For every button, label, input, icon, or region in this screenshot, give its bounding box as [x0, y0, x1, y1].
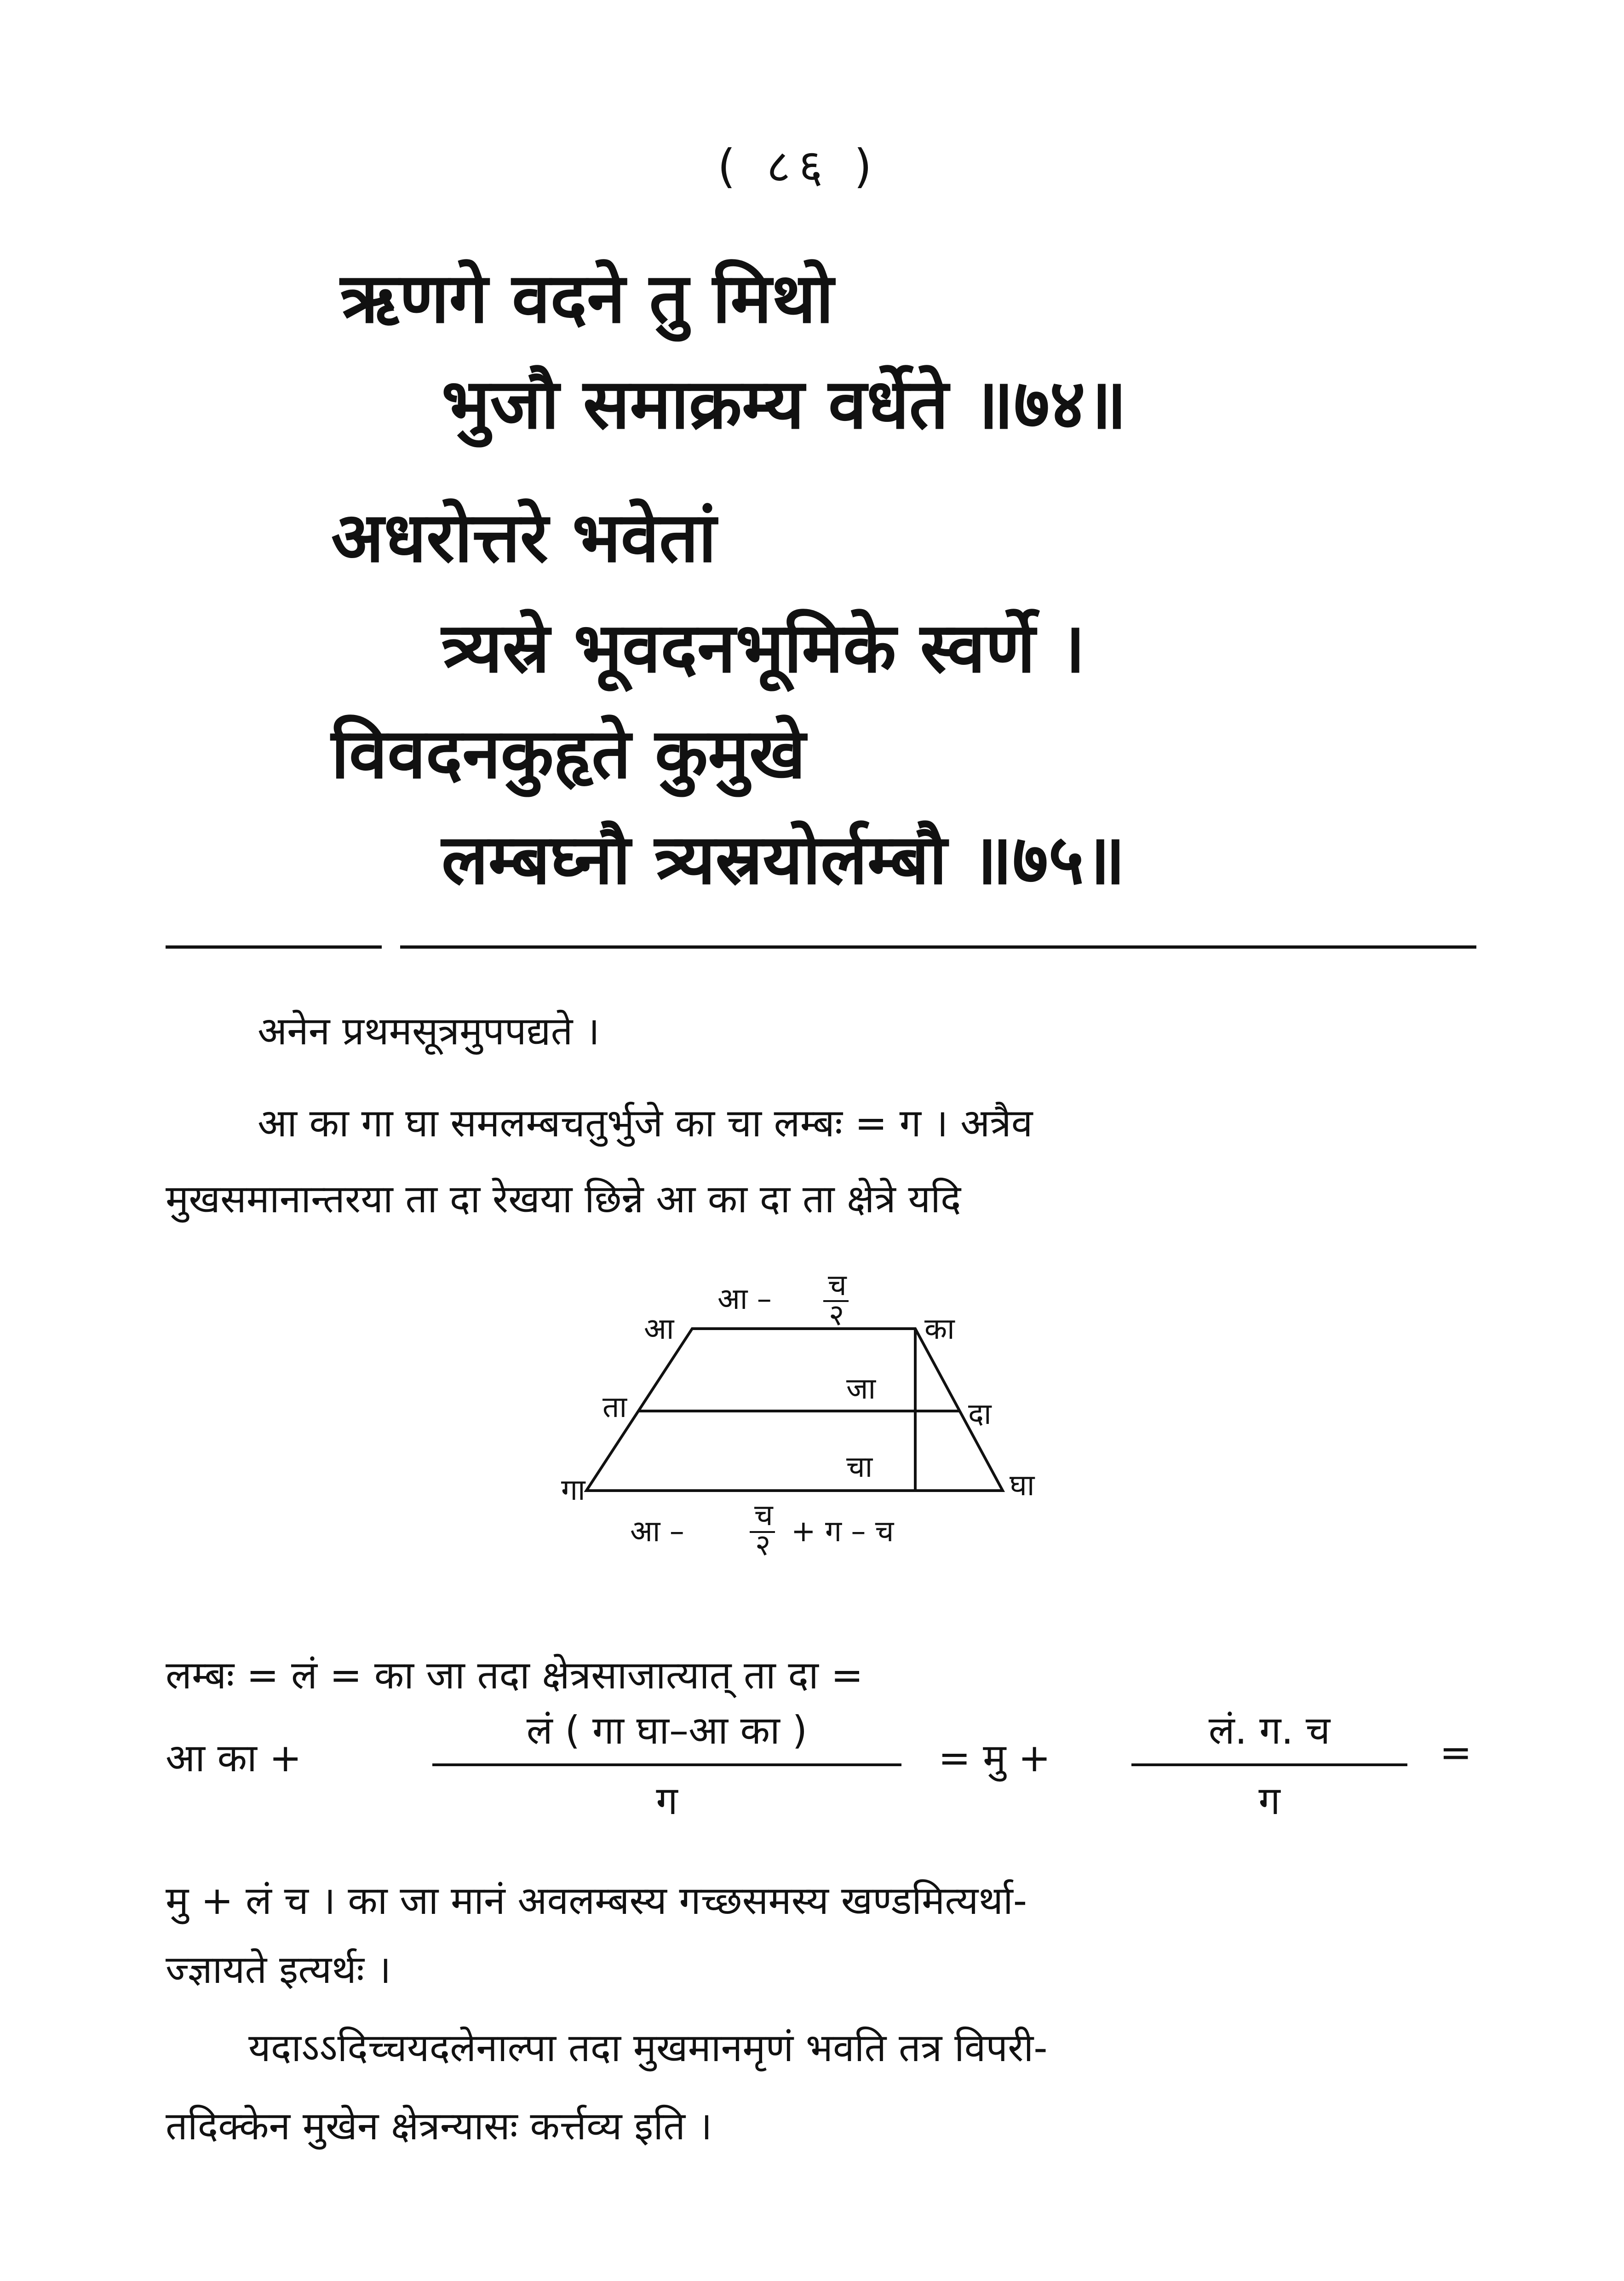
- verse-line-2: भुजौ समाक्रम्य वर्धेते ॥७४॥: [442, 363, 1127, 444]
- divider-left: [166, 945, 382, 949]
- vertex-ta: ता: [603, 1390, 627, 1424]
- vertex-ga: गा: [561, 1473, 585, 1507]
- fraction-2-denominator: ग: [1258, 1778, 1280, 1823]
- equation-line-1: लम्बः = लं = का जा तदा क्षेत्रसाजात्यात् ता दा =: [166, 1653, 863, 1698]
- verse-line-4: त्र्यस्रे भूवदनभूमिके स्वर्णे ।: [442, 607, 1085, 688]
- diagram-bottom-label-right: + ग – च: [791, 1515, 894, 1549]
- trapezoid-diagram: [561, 1261, 1081, 1583]
- verse-line-1: ऋणगे वदने तु मिथो: [340, 258, 834, 339]
- diagram-top-frac-num: च: [828, 1268, 847, 1302]
- verse-line-5: विवदनकुहृते कुमुखे: [331, 713, 806, 794]
- commentary-line-2: मुखसमानान्तरया ता दा रेखया छिन्ने आ का दा ता क्षेत्रे यदि: [166, 1176, 961, 1221]
- verse-line-6: लम्बघ्नौ त्र्यस्रयोर्लम्बौ ॥७५॥: [442, 819, 1125, 900]
- vertex-da: दा: [968, 1397, 992, 1431]
- verse-line-3: अधरोत्तरे भवेतां: [331, 497, 717, 578]
- commentary-line-1: आ का गा घा समलम्बचतुर्भुजे का चा लम्बः = ग । अत्रैव: [258, 1100, 1033, 1146]
- fraction-2: [1131, 1702, 1407, 1826]
- diagram-top-frac-den: २: [829, 1298, 844, 1332]
- commentary-line-3: मु + लं च । का जा मानं अवलम्बस्य गच्छसमस्य खण्डमित्यर्था-: [166, 1878, 1027, 1923]
- diagram-bottom-label-left: आ –: [630, 1515, 684, 1549]
- vertex-ja: जा: [846, 1372, 876, 1406]
- vertex-ka: का: [924, 1312, 955, 1346]
- fraction-2-numerator: लं. ग. च: [1131, 1702, 1407, 1766]
- diagram-top-label: आ –: [717, 1282, 772, 1316]
- equation-end: =: [1440, 1730, 1472, 1775]
- commentary-line-6: तदिक्केन मुखेन क्षेत्रन्यासः कर्त्तव्य इति ।: [166, 2103, 712, 2149]
- equation-mid: = मु +: [938, 1735, 1051, 1780]
- diagram-bottom-frac-den: २: [755, 1528, 771, 1562]
- fraction-1-numerator: लं ( गा घा–आ का ): [432, 1702, 901, 1766]
- vertex-cha: चा: [846, 1450, 873, 1484]
- divider-right: [400, 945, 1476, 949]
- commentary-line-5: यदाऽऽदिच्चयदलेनाल्पा तदा मुखमानमृणं भवति तत्र विपरी-: [248, 2025, 1048, 2070]
- equation-lhs: आ का +: [166, 1735, 302, 1780]
- page-number: ( ८६ ): [717, 139, 880, 193]
- vertex-gha: घा: [1010, 1469, 1035, 1503]
- vertex-a: आ: [644, 1312, 674, 1346]
- fraction-1-denominator: ग: [656, 1778, 678, 1823]
- commentary-line-4: ज्ज्ञायते इत्यर्थः ।: [166, 1947, 391, 1992]
- fraction-1: [432, 1702, 901, 1826]
- diagram-bottom-frac-num: च: [754, 1498, 773, 1532]
- commentary-intro: अनेन प्रथमसूत्रमुपपद्यते ।: [258, 1008, 600, 1054]
